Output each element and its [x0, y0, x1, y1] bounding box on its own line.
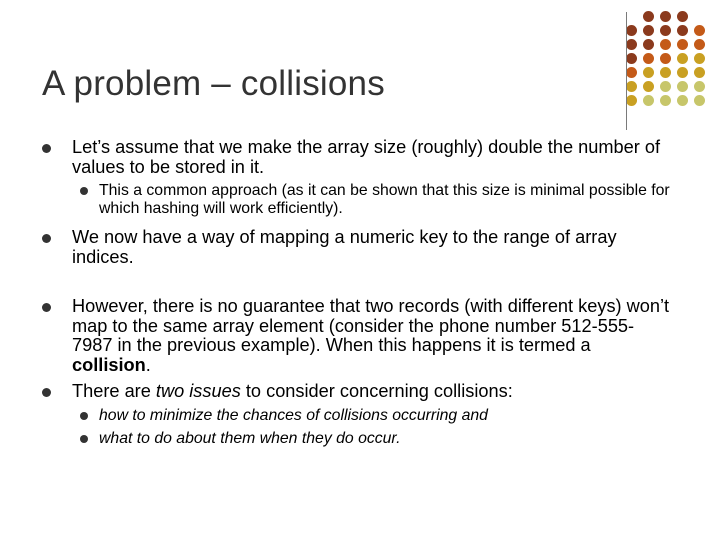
bullet-text: to consider concerning collisions:: [240, 381, 513, 401]
bullet-dot: [42, 144, 51, 153]
bullet-text: There are: [72, 381, 156, 401]
bullet-text: However, there is no guarantee that two records (with different keys) won’t map to the same array element (consider the phone number 512-555-7987 in the previous example). When this happens it is termed a: [72, 296, 670, 355]
bullet-dot: [42, 388, 51, 397]
bullet-two-issues: [72, 382, 672, 402]
bullet-dot: [42, 303, 51, 312]
sub-bullet-dot: [80, 187, 88, 195]
sub-bullet-dot: [80, 435, 88, 443]
bullet-dot: [42, 234, 51, 243]
sub-bullet-minimize: how to minimize the chances of collisions occurring and: [99, 407, 488, 424]
sub-bullet-common-approach: This a common approach (as it can be shown that this size is minimal possible for which hashing will work efficiently).: [99, 182, 670, 217]
slide-title: A problem – collisions: [42, 64, 385, 103]
term-collision: collision: [72, 354, 146, 375]
bullet-text: .: [145, 354, 151, 375]
sub-bullet-dot: [80, 412, 88, 420]
sub-bullet-what-to-do: what to do about them when they do occur.: [99, 430, 401, 447]
bullet-mapping-key: We now have a way of mapping a numeric key to the range of array indices.: [72, 227, 617, 267]
bullet-array-size: Let’s assume that we make the array size (roughly) double the number of values to be stored in it.: [72, 137, 661, 177]
bullet-no-guarantee: [72, 297, 672, 375]
emphasis-two-issues: two issues: [155, 381, 241, 401]
